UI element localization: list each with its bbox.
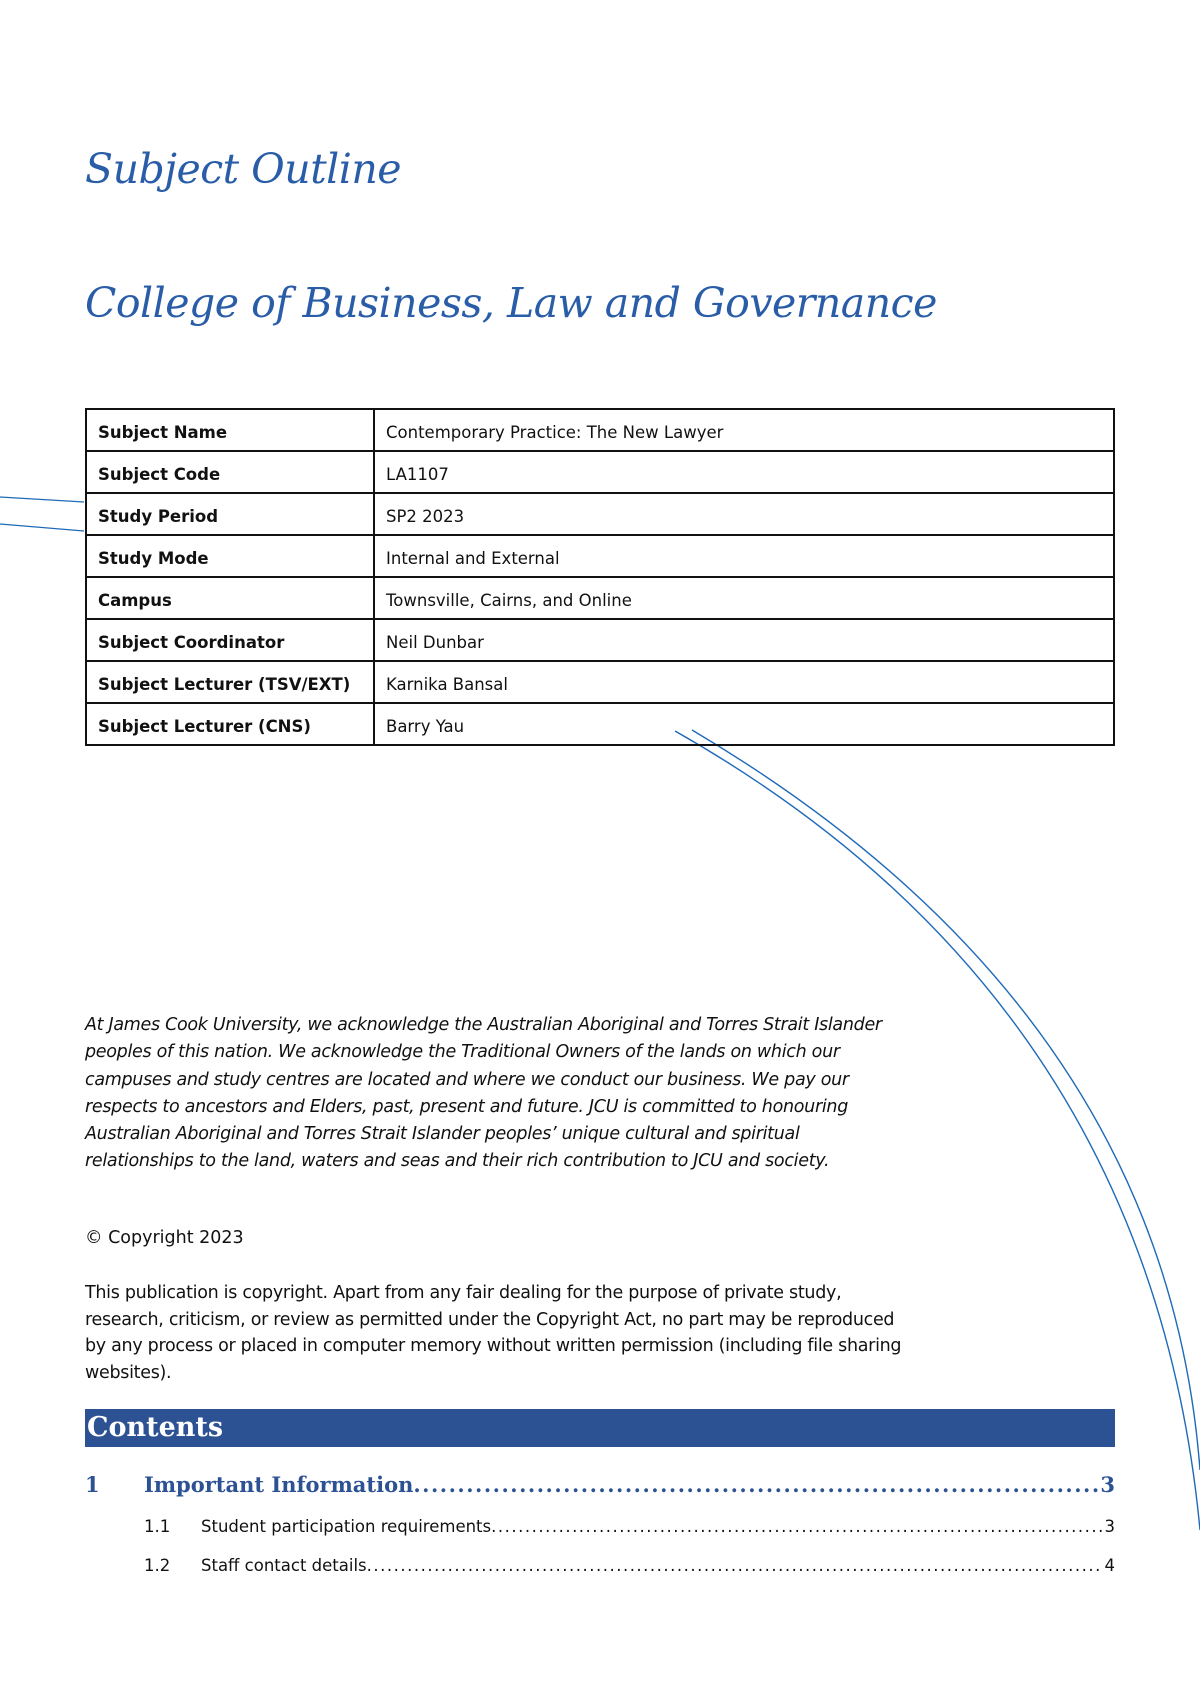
campus-value: Townsville, Cairns, and Online: [374, 577, 1114, 619]
table-row: [86, 535, 1114, 577]
lecturer-cns-value: Barry Yau: [374, 703, 1114, 745]
toc-entry-1-1[interactable]: [85, 1517, 1115, 1536]
study-mode-label: Study Mode: [86, 535, 374, 577]
subject-name-label: Subject Name: [86, 409, 374, 451]
lecturer-tsv-label: Subject Lecturer (TSV/EXT): [86, 661, 374, 703]
college-name: College of Business, Law and Governance: [85, 279, 937, 327]
toc-entry-page: 3: [1100, 1472, 1115, 1497]
subject-code-value: LA1107: [374, 451, 1114, 493]
toc-entry-1-2[interactable]: [85, 1556, 1115, 1575]
study-period-value: SP2 2023: [374, 493, 1114, 535]
table-row: [86, 409, 1114, 451]
toc-entry-number: 1.2: [144, 1556, 171, 1575]
toc-entry-page: 4: [1104, 1556, 1115, 1575]
study-period-label: Study Period: [86, 493, 374, 535]
subject-name-value: Contemporary Practice: The New Lawyer: [374, 409, 1114, 451]
table-row: [86, 619, 1114, 661]
subject-code-label: Subject Code: [86, 451, 374, 493]
toc-entry-1[interactable]: [85, 1472, 1115, 1497]
toc-entry-number: 1.1: [144, 1517, 171, 1536]
toc-entry-title: Student participation requirements: [201, 1517, 492, 1536]
coordinator-label: Subject Coordinator: [86, 619, 374, 661]
lecturer-cns-label: Subject Lecturer (CNS): [86, 703, 374, 745]
document-title: Subject Outline: [85, 145, 402, 193]
toc-leader-dots: [367, 1556, 1103, 1575]
acknowledgement-of-country: At James Cook University, we acknowledge the Australian Aboriginal and Torres Strait Islander peoples of this nation. We acknowledge the Traditional Owners of the lands on which our campuses and study centres are located and where we conduct our business. We pay our respects to ancestors and Elders, past, present and future. JCU is committed to honouring Australian Aboriginal and Torres Strait Islander peoples’ unique cultural and spiritual relationships to the land, waters and seas and their rich contribution to JCU and society.: [85, 1015, 882, 1172]
publication-notice: This publication is copyright. Apart from any fair dealing for the purpose of private study, research, criticism, or review as permitted under the Copyright Act, no part may be reproduced by any process or placed in computer memory without written permission (including file sharing websites).: [85, 1283, 902, 1383]
toc-entry-title: Important Information: [144, 1472, 414, 1497]
campus-label: Campus: [86, 577, 374, 619]
study-mode-value: Internal and External: [374, 535, 1114, 577]
toc-entry-page: 3: [1104, 1517, 1115, 1536]
table-row: [86, 451, 1114, 493]
toc-leader-dots: [491, 1517, 1102, 1536]
toc-leader-dots: [413, 1472, 1098, 1497]
contents-heading: Contents: [85, 1409, 1115, 1447]
table-row: [86, 577, 1114, 619]
lecturer-tsv-value: Karnika Bansal: [374, 661, 1114, 703]
toc-entry-number: 1: [85, 1472, 100, 1497]
toc-entry-title: Staff contact details: [201, 1556, 367, 1575]
coordinator-value: Neil Dunbar: [374, 619, 1114, 661]
table-row: [86, 661, 1114, 703]
copyright-notice: © Copyright 2023: [85, 1228, 244, 1248]
table-row: [86, 703, 1114, 745]
table-row: [86, 493, 1114, 535]
subject-details-table: [85, 408, 1115, 746]
